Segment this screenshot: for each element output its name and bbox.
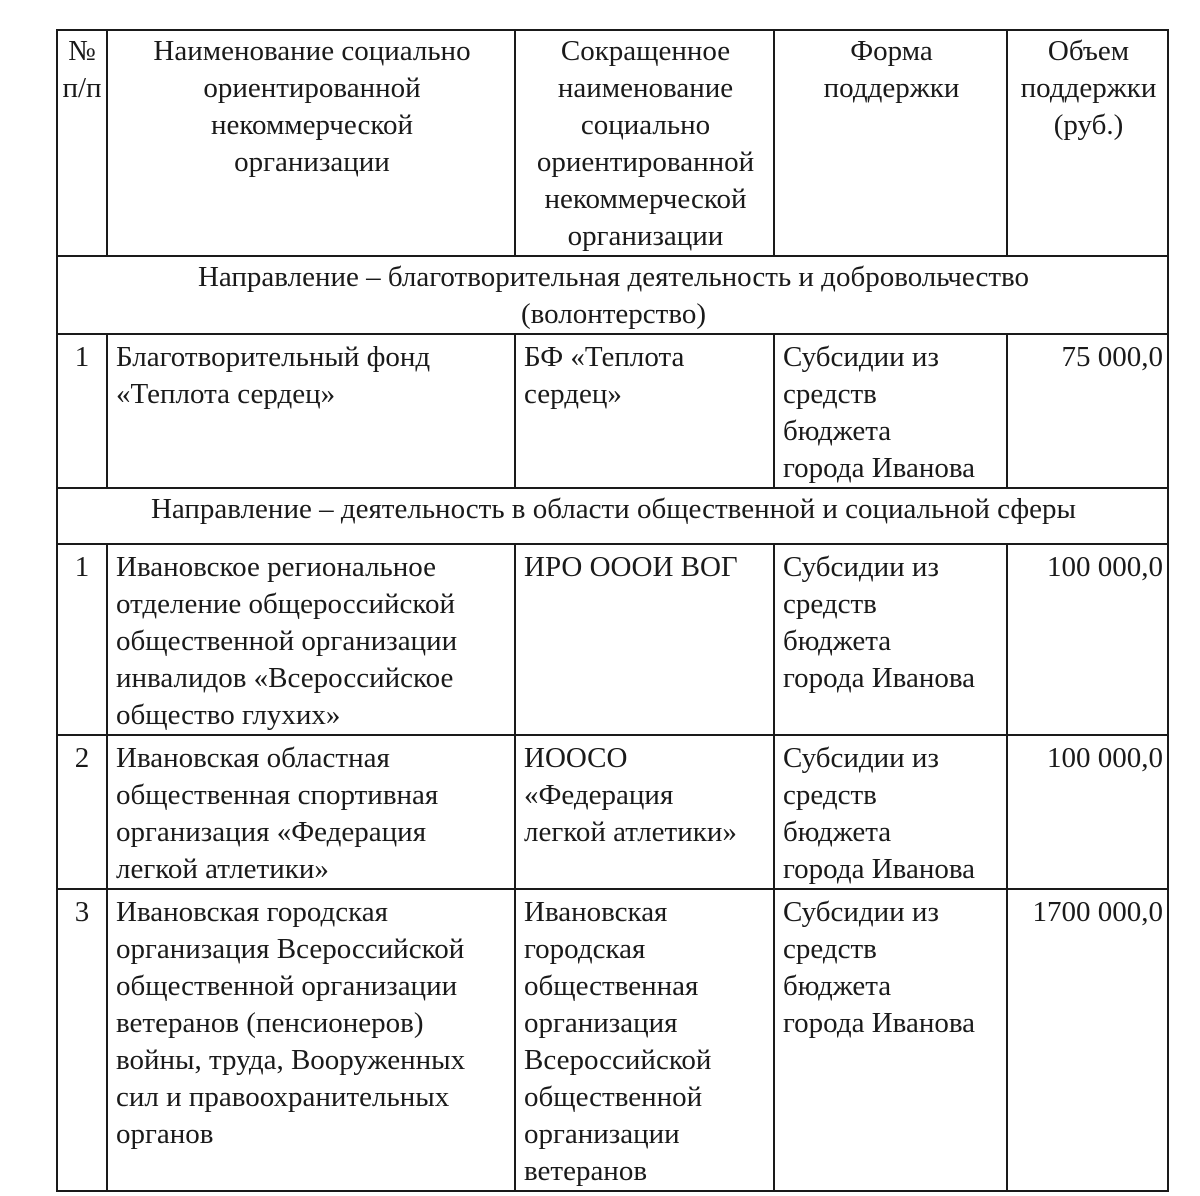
row-number: 2 bbox=[57, 735, 107, 889]
row-short-name: ИРО ОООИ ВОГ bbox=[515, 544, 774, 735]
table-row bbox=[57, 544, 1168, 735]
row-support-form: Субсидии из средств бюджета города Иванова bbox=[774, 889, 1007, 1191]
row-support-form: Субсидии из средств бюджета города Иванова bbox=[774, 735, 1007, 889]
row-org-name: Ивановская областная общественная спортивная организация «Федерация легкой атлетики» bbox=[107, 735, 515, 889]
row-number: 1 bbox=[57, 334, 107, 488]
header-support-amount: Объем поддержки (руб.) bbox=[1007, 30, 1168, 256]
support-table bbox=[56, 29, 1169, 1192]
section-title: Направление – деятельность в области общественной и социальной сферы bbox=[57, 488, 1168, 544]
row-org-name: Благотворительный фонд «Теплота сердец» bbox=[107, 334, 515, 488]
row-short-name: БФ «Теплота сердец» bbox=[515, 334, 774, 488]
table-row bbox=[57, 735, 1168, 889]
row-support-amount: 100 000,0 bbox=[1007, 735, 1168, 889]
row-support-amount: 100 000,0 bbox=[1007, 544, 1168, 735]
header-support-form: Форма поддержки bbox=[774, 30, 1007, 256]
table-header-row bbox=[57, 30, 1168, 256]
row-short-name: ИООСО «Федерация легкой атлетики» bbox=[515, 735, 774, 889]
header-short-name: Сокращенное наименование социально ориентированной некоммерческой организации bbox=[515, 30, 774, 256]
row-number: 1 bbox=[57, 544, 107, 735]
row-support-amount: 75 000,0 bbox=[1007, 334, 1168, 488]
section-row bbox=[57, 256, 1168, 334]
table-row bbox=[57, 334, 1168, 488]
row-number: 3 bbox=[57, 889, 107, 1191]
row-short-name: Ивановская городская общественная организация Всероссийской общественной организации ветеранов bbox=[515, 889, 774, 1191]
section-title: Направление – благотворительная деятельность и добровольчество (волонтерство) bbox=[57, 256, 1168, 334]
row-support-amount: 1700 000,0 bbox=[1007, 889, 1168, 1191]
row-support-form: Субсидии из средств бюджета города Иванова bbox=[774, 544, 1007, 735]
table-row bbox=[57, 889, 1168, 1191]
row-org-name: Ивановское региональное отделение общероссийской общественной организации инвалидов «Всероссийское общество глухих» bbox=[107, 544, 515, 735]
header-org-name: Наименование социально ориентированной некоммерческой организации bbox=[107, 30, 515, 256]
section-row bbox=[57, 488, 1168, 544]
row-support-form: Субсидии из средств бюджета города Иванова bbox=[774, 334, 1007, 488]
row-org-name: Ивановская городская организация Всероссийской общественной организации ветеранов (пенсионеров) войны, труда, Вооруженных сил и правоохранительных органов bbox=[107, 889, 515, 1191]
header-number: № п/п bbox=[57, 30, 107, 256]
